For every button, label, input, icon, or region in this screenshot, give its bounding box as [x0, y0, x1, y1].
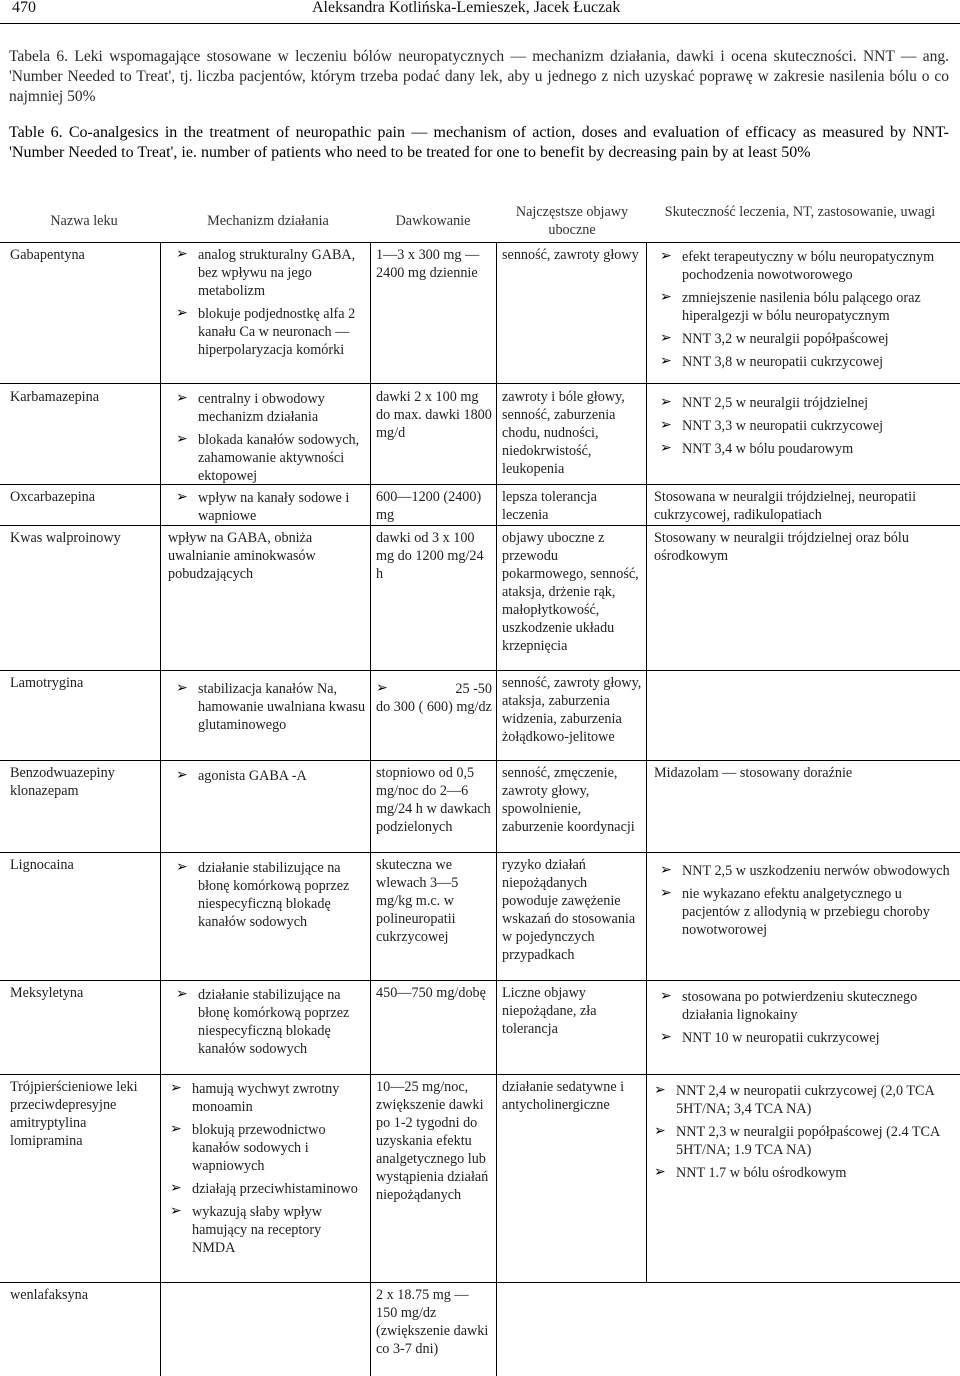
bullet-item: ➢ wpływ na kanały sodowe i wapniowe [176, 489, 366, 525]
efficacy-cell: Stosowana w neuralgii trójdzielnej, neuropatii cukrzycowej, radikulopatiach [654, 489, 917, 523]
dose-lead: ➢ 25 -50 [376, 680, 492, 698]
row-separator [0, 980, 960, 981]
bullet-item: ➢ NNT 2,4 w neuropatii cukrzycowej (2,0 TCA 5HT/NA; 3,4 TCA NA) [654, 1082, 952, 1118]
running-authors: Aleksandra Kotlińska-Lemieszek, Jacek Łuczak [312, 0, 621, 16]
mechanism-cell [176, 859, 366, 936]
drug-name: Gabapentyna [10, 247, 85, 263]
bullet-item: ➢ działanie stabilizujące na błonę komórkową poprzez niespecyficzną blokadę kanałów sodowych [176, 986, 366, 1058]
dose-cell: 10—25 mg/noc, zwiększenie dawki po 1-2 tygodni do uzyskania efektu analgetycznego lub wystąpienia działań niepożądanych [376, 1079, 489, 1203]
bullet-item: ➢ NNT 3,3 w neuropatii cukrzycowej [660, 417, 952, 435]
drug-name: Karbamazepina [10, 389, 100, 405]
dose-cell: 1—3 x 300 mg — 2400 mg dziennie [376, 247, 480, 281]
bullet-item: ➢ NNT 10 w neuropatii cukrzycowej [660, 1029, 952, 1047]
bullet-item: ➢ nie wykazano efektu analgetycznego u pacjentów z allodynią w przebiegu choroby nowotworowej [660, 885, 952, 939]
efficacy-cell: Stosowany w neuralgii trójdzielnej oraz bólu ośrodkowym [654, 530, 909, 564]
col-header-name: Nazwa leku [50, 213, 118, 229]
bullet-item: ➢ działają przeciwhistaminowo [170, 1180, 366, 1198]
efficacy-cell [654, 1082, 952, 1187]
col-header-side-effects: Najczęstsze objawy uboczne [515, 204, 629, 238]
mechanism-cell [176, 489, 366, 530]
side-effects-cell: Liczne objawy niepożądane, zła tolerancja [502, 985, 597, 1037]
side-effects-cell: senność, zawroty głowy [502, 247, 639, 263]
drug-name: Meksyletyna [10, 985, 84, 1001]
side-effects-cell: objawy uboczne z przewodu pokarmowego, senność, ataksja, drżenie rąk, małopłytkowość, uszkodzenie układu krzepnięcia [502, 530, 639, 654]
efficacy-cell [660, 248, 952, 376]
row-separator [0, 1282, 960, 1283]
bullet-item: ➢ NNT 3,4 w bólu poudarowym [660, 440, 952, 458]
mechanism-cell [176, 986, 366, 1063]
drug-name: Benzodwuazepiny klonazepam [10, 765, 115, 799]
bullet-item: ➢ NNT 2,3 w neuralgii popółpaścowej (2.4 TCA 5HT/NA; 1.9 TCA NA) [654, 1123, 952, 1159]
efficacy-cell [660, 862, 952, 944]
bullet-item: ➢ NNT 2,5 w uszkodzeniu nerwów obwodowych [660, 862, 952, 880]
bullet-item: ➢ NNT 2,5 w neuralgii trójdzielnej [660, 394, 952, 412]
bullet-item: ➢ analog strukturalny GABA, bez wpływu na jego metabolizm [176, 246, 366, 300]
dose-cell: skuteczna we wlewach 3—5 mg/kg m.c. w polineuropatii cukrzycowej [376, 857, 459, 945]
bullet-item: ➢ agonista GABA -A [176, 767, 366, 785]
table-caption-pl: Tabela 6. Leki wspomagające stosowane w leczeniu bólów neuropatycznych — mechanizm działania, dawki i ocena skuteczności. NNT — ang. 'Number Needed to Treat', tj. liczba pacjentów, którym trzeba podać dany lek, aby u jednego z nich uzyskać poprawę w zakresie nasilenia bólu o co najmniej 50% [9, 48, 949, 105]
column-separator [370, 242, 371, 1376]
column-separator [160, 242, 161, 1376]
mechanism-cell [170, 1080, 366, 1262]
bullet-item: ➢ blokują przewodnictwo kanałów sodowych i wapniowych [170, 1121, 366, 1175]
bullet-item: ➢ wykazują słaby wpływ hamujący na receptory NMDA [170, 1203, 366, 1257]
mechanism-cell [176, 246, 366, 364]
page-number: 470 [12, 0, 36, 16]
efficacy-cell [660, 394, 952, 463]
col-header-efficacy: Skuteczność leczenia, NT, zastosowanie, uwagi [664, 204, 936, 220]
row-separator [0, 242, 960, 243]
mechanism-cell [176, 680, 366, 739]
drug-name: Lamotrygina [10, 675, 84, 691]
bullet-item: ➢ zmniejszenie nasilenia bólu palącego oraz hiperalgezji w bólu neuropatycznym [660, 289, 952, 325]
column-separator [496, 242, 497, 1376]
efficacy-cell [660, 988, 952, 1052]
table-caption-en: Table 6. Co-analgesics in the treatment of neuropathic pain — mechanism of action, doses and evaluation of efficacy as measured by NNT- 'Number Needed to Treat', ie. number of patients who need to be treated for one to benefit by decreasing pain by at least 50% [9, 124, 949, 161]
side-effects-cell: działanie sedatywne i antycholinergiczne [502, 1079, 625, 1113]
drug-name: Trójpierścieniowe leki przeciwdepresyjne amitryptylina lomipramina [10, 1079, 138, 1149]
row-separator [0, 1074, 960, 1075]
bullet-item: ➢ NNT 3,8 w neuropatii cukrzycowej [660, 353, 952, 371]
bullet-item: ➢ stosowana po potwierdzeniu skutecznego działania lignokainy [660, 988, 952, 1024]
bullet-item: ➢ stabilizacja kanałów Na, hamowanie uwalniana kwasu glutaminowego [176, 680, 366, 734]
row-separator [0, 760, 960, 761]
bullet-item: ➢ NNT 3,2 w neuralgii popółpaścowej [660, 330, 952, 348]
bullet-item: ➢ NNT 1.7 w bólu ośrodkowym [654, 1164, 952, 1182]
mechanism-cell [176, 767, 366, 790]
bullet-item: ➢ hamują wychwyt zwrotny monoamin [170, 1080, 366, 1116]
dose-cell: dawki od 3 x 100 mg do 1200 mg/24 h [376, 530, 484, 582]
side-effects-cell: ryzyko działań niepożądanych powoduje zawężenie wskazań do stosowania w pojedynczych przypadkach [502, 857, 636, 963]
efficacy-cell: Midazolam — stosowany doraźnie [654, 765, 853, 781]
dose-cell: dawki 2 x 100 mg do max. dawki 1800 mg/d [376, 389, 492, 441]
dose-cell: 450—750 mg/dobę [376, 985, 486, 1001]
page-header [0, 0, 960, 22]
bullet-item: ➢ blokuje podjednostkę alfa 2 kanału Ca w neuronach — hiperpolaryzacja komórki [176, 305, 366, 359]
mechanism-cell: wpływ na GABA, obniża uwalnianie aminokwasów pobudzających [168, 530, 316, 582]
dose-text: do 300 ( 600) mg/dz [376, 699, 492, 715]
drug-name: Oxcarbazepina [10, 489, 96, 505]
drug-name: Lignocaina [10, 857, 74, 873]
col-header-dose: Dawkowanie [395, 213, 471, 229]
row-separator [0, 383, 960, 384]
table-header [0, 198, 960, 242]
row-separator [0, 484, 960, 485]
bullet-item: ➢ centralny i obwodowy mechanizm działania [176, 390, 366, 426]
side-effects-cell: senność, zmęczenie, zawroty głowy, spowolnienie, zaburzenie koordynacji [502, 765, 635, 835]
dose-cell [376, 680, 492, 716]
header-rule [0, 23, 960, 24]
bullet-item: ➢ efekt terapeutyczny w bólu neuropatycznym pochodzenia nowotworowego [660, 248, 952, 284]
bullet-item: ➢ blokada kanałów sodowych, zahamowanie aktywności ektopowej [176, 431, 366, 485]
dose-cell: 2 x 18.75 mg — 150 mg/dz (zwiększenie dawki co 3-7 dni) [376, 1287, 489, 1357]
side-effects-cell: senność, zawroty głowy, ataksja, zaburzenia widzenia, zaburzenia żołądkowo-jelitowe [502, 675, 642, 745]
dose-cell: 600—1200 (2400) mg [376, 489, 482, 523]
bullet-item: ➢ działanie stabilizujące na błonę komórkową poprzez niespecyficzną blokadę kanałów sodowych [176, 859, 366, 931]
row-separator [0, 852, 960, 853]
drug-name: wenlafaksyna [10, 1287, 88, 1303]
row-separator [0, 525, 960, 526]
dose-cell: stopniowo od 0,5 mg/noc do 2—6 mg/24 h w dawkach podzielonych [376, 765, 491, 835]
col-header-mechanism: Mechanizm działania [207, 213, 329, 229]
mechanism-cell [176, 390, 366, 490]
drug-name: Kwas walproinowy [10, 530, 121, 546]
side-effects-cell: zawroty i bóle głowy, senność, zaburzenia chodu, nudności, niedokrwistość, leukopenia [502, 389, 625, 477]
side-effects-cell: lepsza tolerancja leczenia [502, 489, 597, 523]
row-separator [0, 670, 960, 671]
column-separator [646, 242, 647, 1282]
